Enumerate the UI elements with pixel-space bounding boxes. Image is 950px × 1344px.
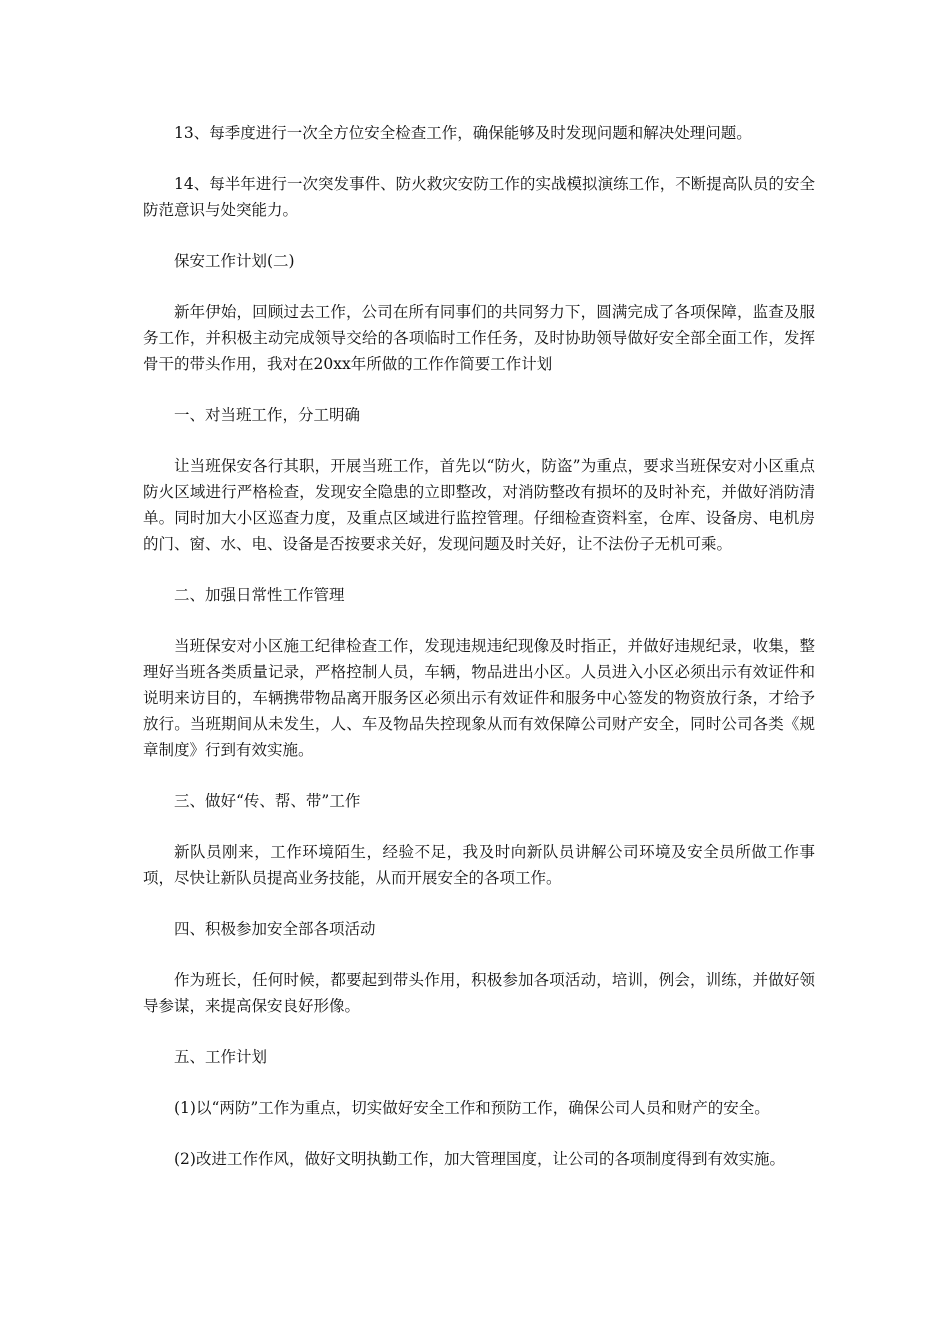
document-body xyxy=(143,120,815,1197)
paragraph-item-14: 14、每半年进行一次突发事件、防火救灾安防工作的实战模拟演练工作，不断提高队员的安全防范意识与处突能力。 xyxy=(143,175,815,219)
paragraph-item-13: 13、每季度进行一次全方位安全检查工作，确保能够及时发现问题和解决处理问题。 xyxy=(174,124,752,142)
heading-section-1: 一、对当班工作，分工明确 xyxy=(174,406,361,424)
paragraph-section-1: 让当班保安各行其职，开展当班工作，首先以“防火，防盗”为重点，要求当班保安对小区重点防火区域进行严格检查，发现安全隐患的立即整改，对消防整改有损坏的及时补充，并做好消防清单。同时加大小区巡查力度，及重点区域进行监控管理。仔细检查资料室，仓库、设备房、电机房的门、窗、水、电、设备是否按要求关好，发现问题及时关好，让不法份子无机可乘。 xyxy=(143,457,815,553)
paragraph-section-4: 作为班长，任何时候，都要起到带头作用，积极参加各项活动，培训，例会，训练，并做好领导参谋，来提高保安良好形像。 xyxy=(143,971,815,1015)
paragraph-section-2: 当班保安对小区施工纪律检查工作，发现违规违纪现像及时指正，并做好违规纪录，收集，整理好当班各类质量记录，严格控制人员，车辆，物品进出小区。人员进入小区必须出示有效证件和说明来访目的，车辆携带物品离开服务区必须出示有效证件和服务中心签发的物资放行条，才给予放行。当班期间从未发生，人、车及物品失控现象从而有效保障公司财产安全，同时公司各类《规章制度》行到有效实施。 xyxy=(143,637,815,759)
heading-section-3: 三、做好“传、帮、带”工作 xyxy=(174,792,361,810)
heading-section-2: 二、加强日常性工作管理 xyxy=(174,586,345,604)
heading-section-4: 四、积极参加安全部各项活动 xyxy=(174,920,376,938)
paragraph-plan-item-1: (1)以“两防”工作为重点，切实做好安全工作和预防工作，确保公司人员和财产的安全。 xyxy=(174,1099,770,1117)
heading-section-5: 五、工作计划 xyxy=(174,1048,268,1066)
paragraph-intro: 新年伊始，回顾过去工作，公司在所有同事们的共同努力下，圆满完成了各项保障，监查及服务工作，并积极主动完成领导交给的各项临时工作任务，及时协助领导做好安全部全面工作，发挥骨干的带头作用，我对在20xx年所做的工作作简要工作计划 xyxy=(143,303,815,373)
section-title-plan-two: 保安工作计划(二) xyxy=(174,252,295,270)
paragraph-section-3: 新队员刚来，工作环境陌生，经验不足，我及时向新队员讲解公司环境及安全员所做工作事项，尽快让新队员提高业务技能，从而开展安全的各项工作。 xyxy=(143,843,815,887)
paragraph-plan-item-2: (2)改进工作作风，做好文明执勤工作，加大管理国度，让公司的各项制度得到有效实施。 xyxy=(174,1150,785,1168)
